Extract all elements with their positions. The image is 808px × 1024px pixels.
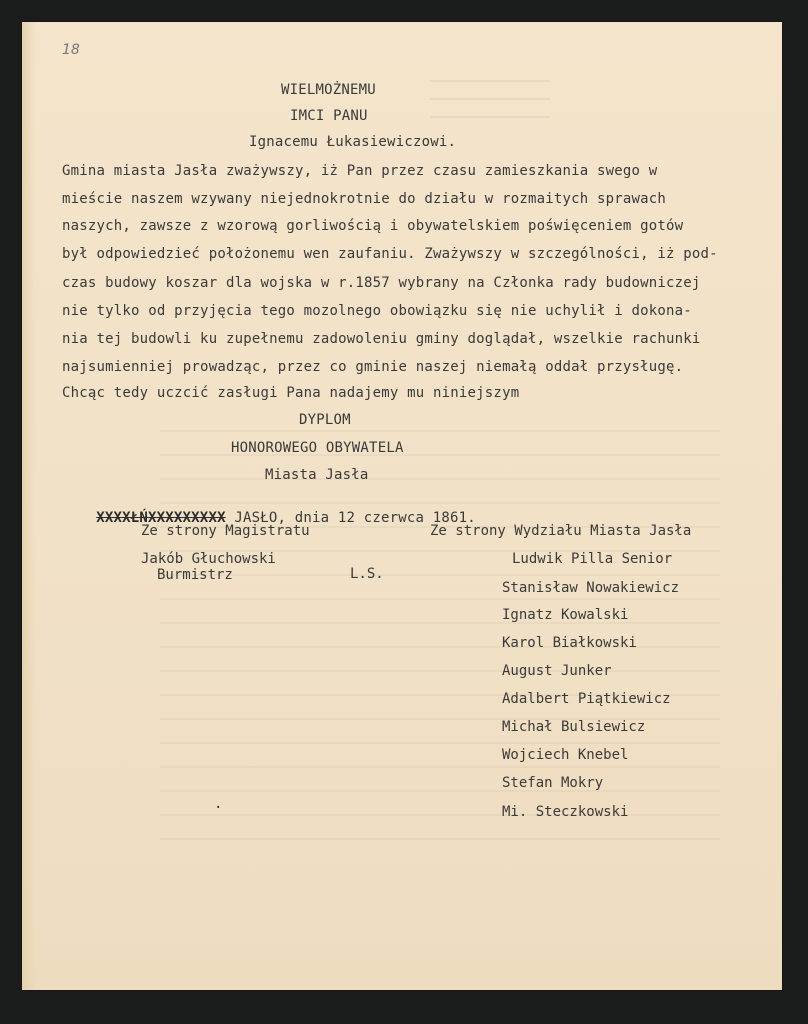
- bleed-through-block-1: [430, 80, 550, 120]
- addressee-line-1: WIELMOŻNEMU: [281, 82, 376, 98]
- body-line-8: najsumienniej prowadząc, przez co gminie naszej niemałą oddał przysługę.: [62, 359, 684, 375]
- addressee-line-3: Ignacemu Łukasiewiczowi.: [249, 134, 457, 150]
- body-line-7: nia tej budowli ku zupełnemu zadowoleniu gminy doglądał, wszelkie rachunki: [62, 331, 701, 347]
- body-line-2: mieście naszem wzywany niejednokrotnie do działu w rozmaitych sprawach: [62, 191, 667, 207]
- body-line-5: czas budowy koszar dla wojska w r.1857 wybrany na Członka rady budowniczej: [62, 275, 701, 291]
- paper-edge-shadow: [22, 22, 36, 990]
- diploma-city: Miasta Jasła: [265, 467, 369, 483]
- stray-dot: .: [214, 796, 223, 812]
- council-member: Mi. Steczkowski: [502, 804, 629, 820]
- body-line-9: Chcąc tedy uczcić zasługi Pana nadajemy mu niniejszym: [62, 385, 520, 401]
- body-line-1: Gmina miasta Jasła zważywszy, iż Pan przez czasu zamieszkania swego w: [62, 163, 658, 179]
- magistrate-header: Ze strony Magistratu: [141, 523, 310, 539]
- addressee-line-2: IMCI PANU: [290, 108, 368, 124]
- struck-text: XXXXŁŃXXXXXXXXX: [96, 510, 226, 526]
- council-member: Stanisław Nowakiewicz: [502, 580, 680, 596]
- council-member: August Junker: [502, 663, 612, 679]
- seal-mark: L.S.: [350, 566, 384, 582]
- magistrate-signer-name: Jakób Głuchowski: [141, 551, 276, 567]
- council-header: Ze strony Wydziału Miasta Jasła: [430, 523, 692, 539]
- body-line-6: nie tylko od przyjęcia tego mozolnego obowiązku się nie uchylił i dokona-: [62, 303, 692, 319]
- council-member: Michał Bulsiewicz: [502, 719, 646, 735]
- council-member: Ludwik Pilla Senior: [512, 551, 673, 567]
- council-member: Adalbert Piątkiewicz: [502, 691, 671, 707]
- date-line: [79, 494, 476, 526]
- body-line-4: był odpowiedzieć położonemu wen zaufaniu. Zważywszy w szczególności, iż pod-: [62, 246, 718, 262]
- council-member: Ignatz Kowalski: [502, 607, 629, 623]
- body-line-3: naszych, zawsze z wzorową gorliwością i obywatelskiem poświęceniem gotów: [62, 218, 684, 234]
- diploma-title: DYPLOM: [299, 412, 351, 428]
- date-text: JASŁO, dnia 12 czerwca 1861.: [225, 510, 476, 526]
- council-member: Karol Białkowski: [502, 635, 637, 651]
- magistrate-signer-role: Burmistrz: [157, 567, 233, 583]
- page-number: 18: [62, 42, 80, 58]
- council-member: Wojciech Knebel: [502, 747, 629, 763]
- diploma-subtitle: HONOROWEGO OBYWATELA: [231, 440, 404, 456]
- council-member: Stefan Mokry: [502, 775, 604, 791]
